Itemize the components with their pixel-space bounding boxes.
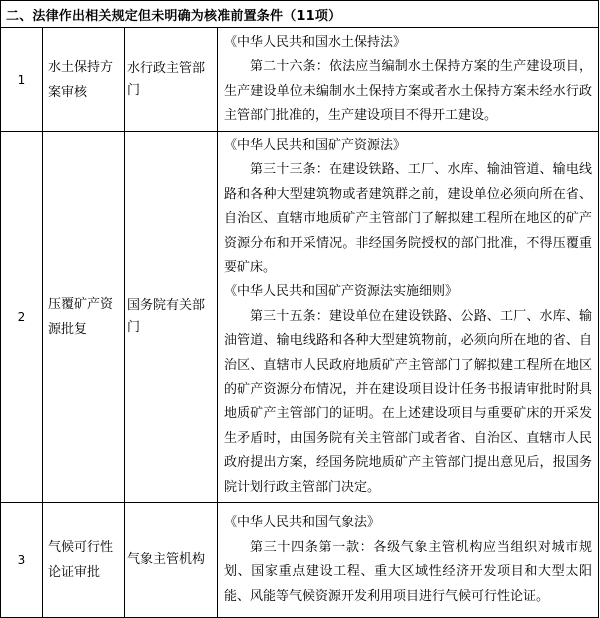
row-number: 2: [1, 132, 43, 503]
approval-item: 气候可行性论证审批: [43, 503, 125, 618]
law-title: 《中华人民共和国矿产资源法》: [224, 138, 407, 153]
row-number: 1: [1, 28, 43, 132]
law-title: 《中华人民共和国矿产资源法实施细则》: [224, 284, 459, 300]
law-article: 第三十四条第一款：各级气象主管机构应当组织对城市规划、国家重点建设工程、重大区域性经济开发项目和大型太阳能、风能等气候资源开发利用项目进行气候可行性论证。: [224, 539, 592, 604]
law-title: 《中华人民共和国气象法》: [224, 515, 381, 531]
row-number: 3: [1, 503, 43, 618]
law-article: 第三十五条：建设单位在建设铁路、公路、工厂、水库、输油管道、输电线路和各种大型建筑物前，必须向所在地的省、自治区、直辖市人民政府地质矿产主管部门了解拟建工程所在地区的矿产资源分布情况，并在建设项目设计任务书报请审批时附具地质矿产主管部门的证明。在上述建设项目与重要矿床的开采发生矛盾时，由国务院有关主管部门或者省、自治区、直辖市人民政府提出方案，经国务院地质矿产主管部门提出意见后，报国务院计划行政主管部门决定。: [224, 308, 592, 495]
approval-item: 压覆矿产资源批复: [43, 132, 125, 503]
law-article: 第三十三条：在建设铁路、工厂、水库、输油管道、输电线路和各种大型建筑物或者建筑群之前，建设单位必须向所在省、自治区、直辖市地质矿产主管部门了解拟建工程所在地区的矿产资源分布和开采情况。非经国务院授权的部门批准，不得压覆重要矿床。: [224, 162, 592, 276]
table-row: [1, 132, 599, 503]
legal-basis: [218, 132, 599, 503]
section-title: 二、法律作出相关规定但未明确为核准前置条件（11项）: [1, 1, 599, 28]
approving-department: 国务院有关部门: [125, 132, 218, 503]
approving-department: 水行政主管部门: [125, 28, 218, 132]
legal-basis: [218, 28, 599, 132]
approving-department: 气象主管机构: [125, 503, 218, 618]
approval-item: 水土保持方案审核: [43, 28, 125, 132]
law-title: 《中华人民共和国水土保持法》: [224, 34, 407, 50]
table-row: [1, 503, 599, 618]
table-row: [1, 28, 599, 132]
legal-basis: [218, 503, 599, 618]
law-article: 第二十六条：依法应当编制水土保持方案的生产建设项目，生产建设单位未编制水土保持方案或者水土保持方案未经水行政主管部门批准的，生产建设项目不得开工建设。: [224, 59, 592, 123]
